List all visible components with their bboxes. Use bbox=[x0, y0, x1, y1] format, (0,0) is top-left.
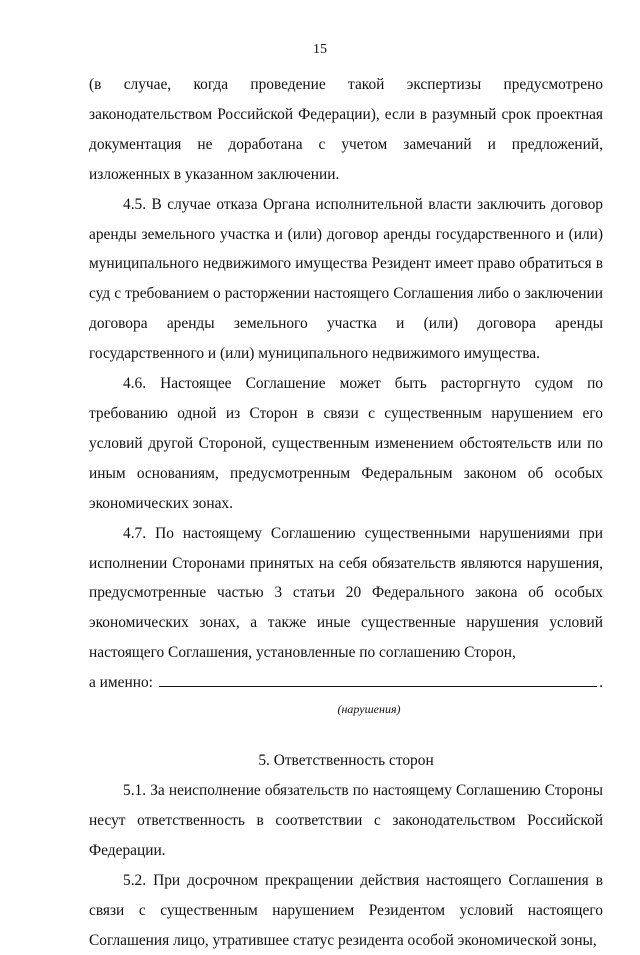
section-heading: 5. Ответственность сторон bbox=[258, 752, 434, 770]
document-body bbox=[89, 70, 603, 955]
clause-4-6: 4.6. Настоящее Соглашение может быть расторгнуто судом по требованию одной из Сторон в связи с существенным нарушением его условий другой Стороной, существенным изменением обстоятельств или по иным основаниям, предусмотренным Федеральным законом об особых экономических зонах. bbox=[89, 375, 603, 512]
violations-caption: (нарушения) bbox=[337, 702, 401, 717]
clause-4-7: 4.7. По настоящему Соглашению существенными нарушениями при исполнении Сторонами принятых на себя обязательств являются нарушения, предусмотренные частью 3 статьи 20 Федерального закона об особых экономических зонах, а также иные существенные нарушения условий настоящего Соглашения, установленные по соглашению Сторон, bbox=[89, 524, 603, 662]
paragraph-continuation: (в случае, когда проведение такой экспертизы предусмотрено законодательством Российской Федерации), если в разумный срок проектная документация не доработана с учетом замечаний и предложений, изложенных в указанном заключении. bbox=[89, 76, 603, 183]
clause-5-1: 5.1. За неисполнение обязательств по настоящему Соглашению Стороны несут ответственность в соответствии с законодательством Российской Федерации. bbox=[89, 782, 603, 859]
blank-fill-field bbox=[159, 668, 597, 687]
clause-4-5: 4.5. В случае отказа Органа исполнительной власти заключить договор аренды земельного участка и (или) договор аренды государственного и (или) муниципального недвижимого имущества Резидент имеет право обратиться в суд с требованием о расторжении настоящего Соглашения либо о заключении договора аренды земельного участка и (или) договора аренды государственного и (или) муниципального недвижимого имущества. bbox=[89, 195, 603, 363]
fill-line-end: . bbox=[599, 674, 603, 692]
violations-fill-line bbox=[89, 668, 603, 698]
page-number: 15 bbox=[313, 42, 327, 57]
clause-5-2: 5.2. При досрочном прекращении действия настоящего Соглашения в связи с существенным нарушением Резидентом условий настоящего Соглашения лицо, утратившее статус резидента особой экономической зоны, bbox=[89, 871, 603, 949]
fill-line-label: а именно: bbox=[89, 674, 153, 692]
